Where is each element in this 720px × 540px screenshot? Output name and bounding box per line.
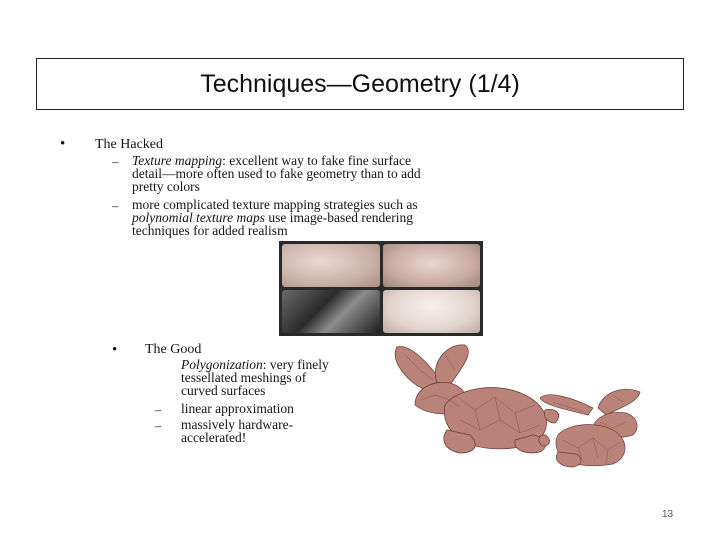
bullet-hacked: • (60, 136, 66, 152)
dash-hacked-1: – (112, 154, 119, 169)
good-heading: The Good (145, 342, 202, 357)
hacked-item2-line1: more complicated texture mapping strategies such as (132, 197, 418, 212)
good-item1-line1-rest: : very finely (262, 357, 329, 372)
texture-map-images (279, 241, 483, 336)
dash-good-3: – (155, 418, 162, 433)
good-item1-line3: curved surfaces (181, 383, 266, 398)
hacked-item2-line3: techniques for added realism (132, 223, 288, 238)
slide-title: Techniques—Geometry (1/4) (200, 69, 520, 98)
hacked-item2-line2-rest: use image-based rendering (264, 210, 414, 225)
texture-image-3 (282, 290, 380, 333)
hacked-heading: The Hacked (95, 137, 164, 152)
slide-title-box (36, 58, 684, 110)
good-item3-line1: massively hardware- (181, 417, 294, 432)
texture-mapping-term: Texture mapping (132, 153, 223, 168)
dash-good-2: – (155, 402, 162, 417)
dash-hacked-2: – (112, 198, 119, 213)
polygonization-term: Polygonization (181, 357, 263, 372)
good-item1-line2: tessellated meshings of (181, 370, 307, 385)
bullet-good: • (112, 342, 118, 358)
texture-image-4 (383, 290, 481, 333)
texture-image-1 (282, 244, 380, 287)
texture-image-2 (383, 244, 481, 287)
hacked-item1-line2: detail—more often used to fake geometry than to add (132, 166, 421, 181)
page-number: 13 (662, 509, 674, 520)
hacked-item1-line1-rest: : excellent way to fake fine surface (222, 153, 412, 168)
bunny-mesh-image-small (528, 380, 683, 470)
good-item3-line2: accelerated! (181, 430, 247, 445)
good-item2: linear approximation (181, 401, 294, 416)
ptm-term: polynomial texture maps (132, 210, 265, 225)
hacked-item1-line3: pretty colors (132, 179, 200, 194)
